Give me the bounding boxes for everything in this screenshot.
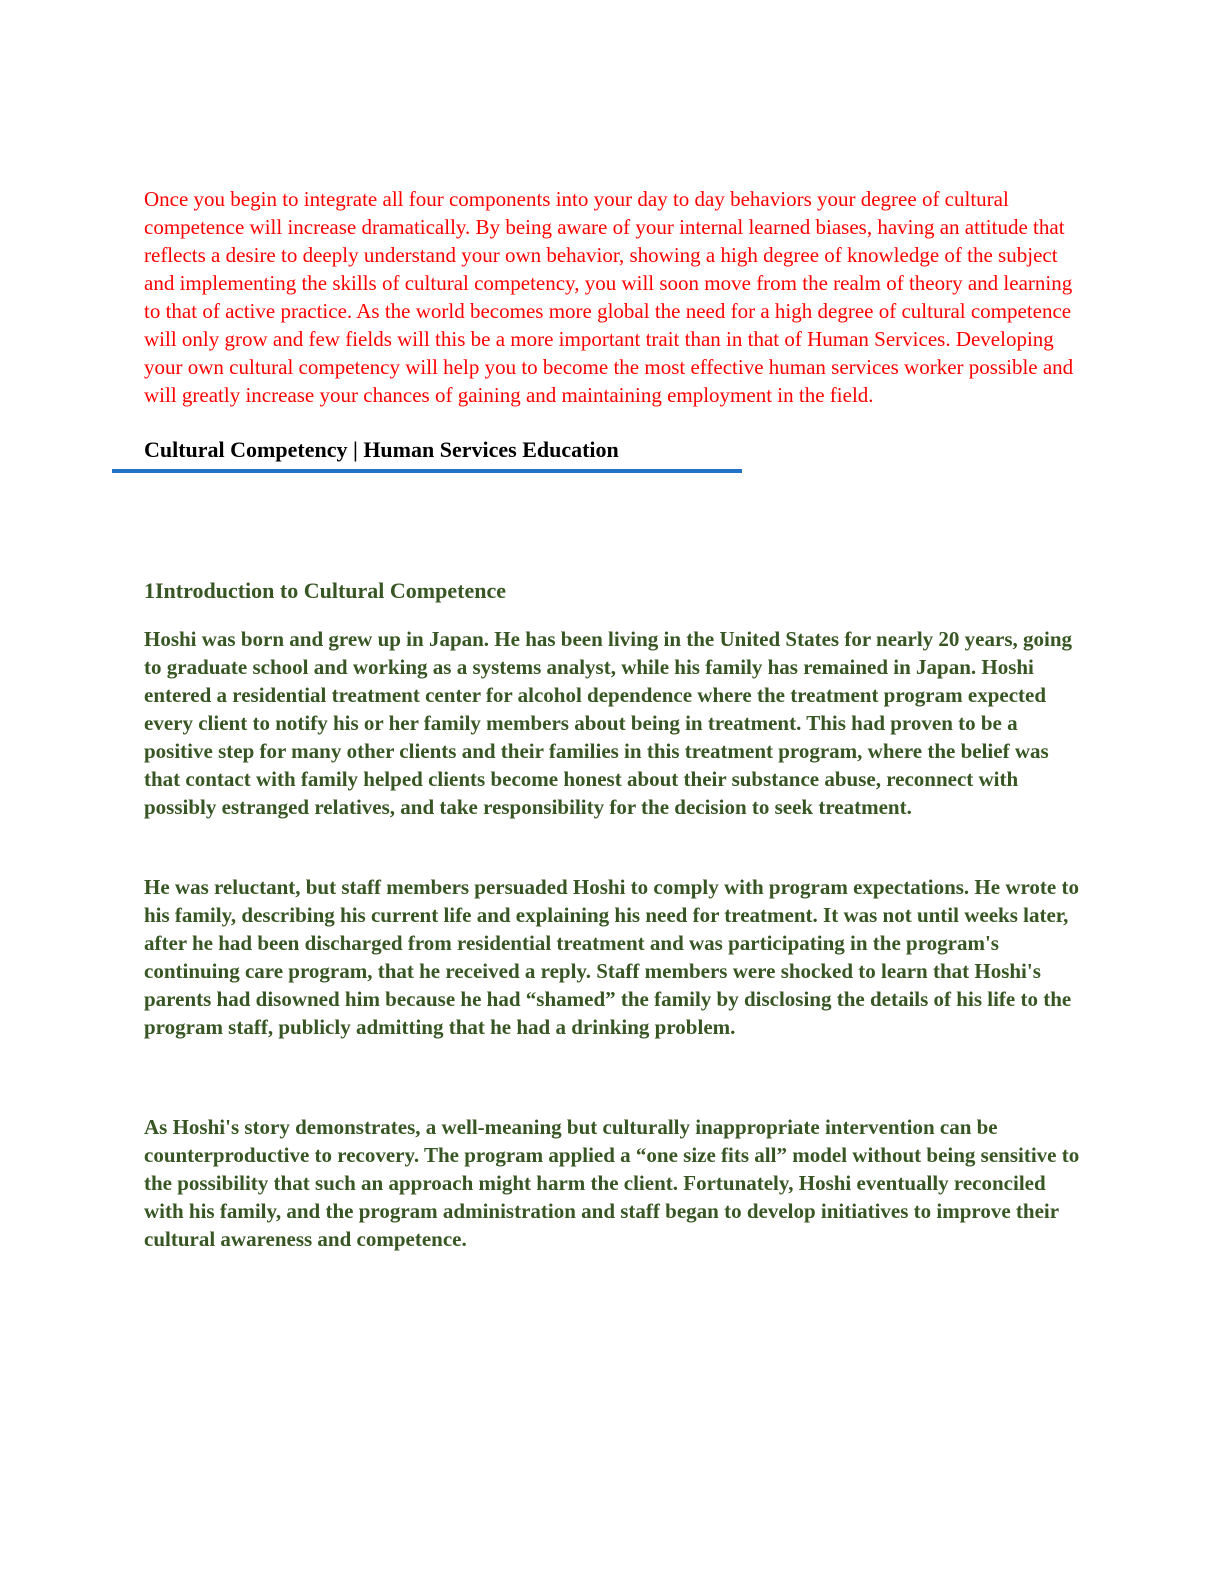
section-heading: 1Introduction to Cultural Competence: [144, 578, 506, 603]
body-paragraph-story-conclusion: As Hoshi's story demonstrates, a well-meaning but culturally inappropriate intervention can be counterproductive to recovery. The program applied a “one size fits all” model without being sensitive to the possibility that such an approach might harm the client. Fortunately, Hoshi eventually reconciled with his family, and the program administration and staff began to develop initiatives to improve their cultural awareness and competence.: [144, 1115, 1080, 1251]
title-underline-rule: [112, 469, 742, 473]
body-paragraph-hoshi-background: Hoshi was born and grew up in Japan. He has been living in the United States for nearly 20 years, going to graduate school and working as a systems analyst, while his family has remained in Japan. Hoshi entered a residential treatment center for alcohol dependence where the treatment program expected every client to notify his or her family members about being in treatment. This had proven to be a positive step for many other clients and their families in this treatment program, where the belief was that contact with family helped clients become honest about their substance abuse, reconnect with possibly estranged relatives, and take responsibility for the decision to seek treatment.: [144, 627, 1072, 819]
body-paragraph-hoshi-reluctant: He was reluctant, but staff members persuaded Hoshi to comply with program expectations. He wrote to his family, describing his current life and explaining his need for treatment. It was not until weeks later, after he had been discharged from residential treatment and was participating in the program's continuing care program, that he received a reply. Staff members were shocked to learn that Hoshi's parents had disowned him because he had “shamed” the family by disclosing the details of his life to the program staff, publicly admitting that he had a drinking problem.: [144, 875, 1079, 1039]
intro-paragraph: Once you begin to integrate all four components into your day to day behaviors your degree of cultural competence will increase dramatically. By being aware of your internal learned biases, having an attitude that reflects a desire to deeply understand your own behavior, showing a high degree of knowledge of the subject and implementing the skills of cultural competency, you will soon move from the realm of theory and learning to that of active practice. As the world becomes more global the need for a high degree of cultural competence will only grow and few fields will this be a more important trait than in that of Human Services. Developing your own cultural competency will help you to become the most effective human services worker possible and will greatly increase your chances of gaining and maintaining employment in the field.: [144, 187, 1074, 407]
document-title: Cultural Competency | Human Services Education: [144, 437, 619, 462]
